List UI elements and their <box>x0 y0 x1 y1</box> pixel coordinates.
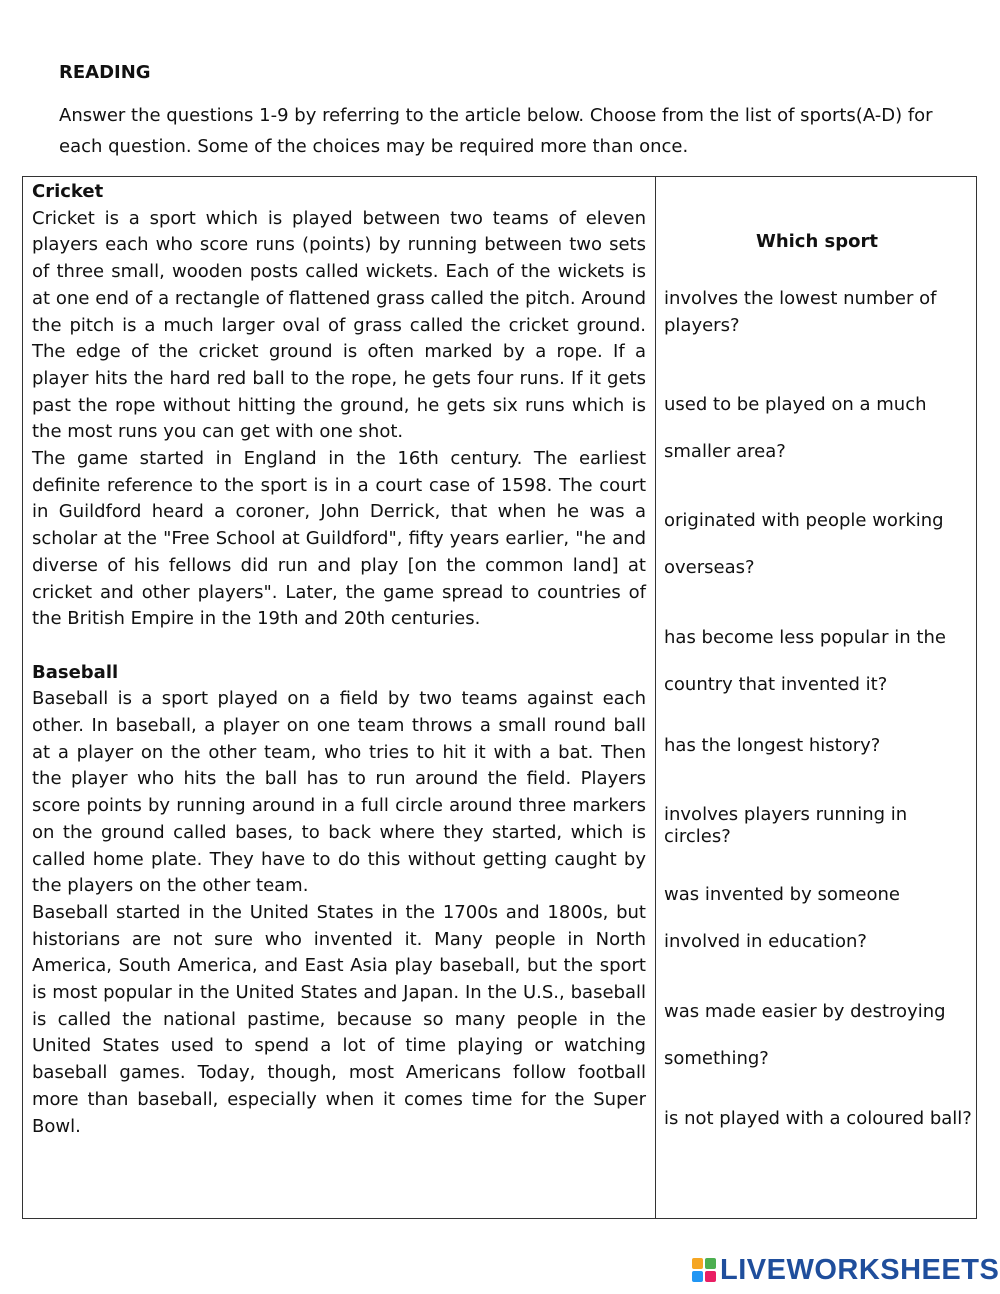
question-2: used to be played on a much smaller area? <box>664 394 927 462</box>
questions-heading: Which sport <box>755 231 879 252</box>
liveworksheets-logo <box>692 1253 999 1287</box>
question-9: is not played with a coloured ball? <box>664 1108 972 1129</box>
instructions: Answer the questions 1-9 by referring to the article below. Choose from the list of sports(A-D) for each question. Some of the choices may be required more than once. <box>59 105 933 157</box>
liveworksheets-logo-icon <box>692 1258 716 1282</box>
logo-text: LIVEWORKSHEETS <box>720 1253 1000 1286</box>
cricket-paragraph-1: Cricket is a sport which is played between two teams of eleven players each who score runs (points) by running between two sets of three small, wooden posts called wickets. Each of the wickets is at one end of a rectangle of flattened grass called the pitch. Around the pitch is a much larger oval of grass called the cricket ground. The edge of the cricket ground is often marked by a rope. If a player hits the hard red ball to the rope, he gets four runs. If it gets past the rope without hitting the ground, he gets six runs which is the most runs you can get with one shot. <box>32 207 646 443</box>
baseball-paragraph-1: Baseball is a sport played on a field by two teams against each other. In baseball, a player on one team throws a small round ball at a player on the other team, who tries to hit it with a bat. Then the player who hits the ball has to run around the field. Players score points by running around in a full circle around three markers on the ground called bases, to back where they started, which is called home plate. They have to do this without getting caught by the players on the other team. <box>32 688 646 897</box>
page-heading: READING <box>59 62 151 83</box>
baseball-title: Baseball <box>32 661 119 683</box>
question-5: has the longest history? <box>664 735 881 756</box>
question-6: involves players running in circles? <box>664 804 908 847</box>
cricket-paragraph-2: The game started in England in the 16th century. The earliest definite reference to the sport is in a court case of 1598. The court in Guildford heard a coroner, John Derrick, that when he was a scholar at the "Free School at Guildford", fifty years earlier, "he and diverse of his fellows did run and play [on the common land] at cricket and other players". Later, the game spread to countries of the British Empire in the 19th and 20th centuries. <box>32 448 646 630</box>
article-column <box>32 179 646 1140</box>
question-4: has become less popular in the country that invented it? <box>664 627 946 695</box>
cricket-title: Cricket <box>32 181 104 202</box>
question-7: was invented by someone involved in education? <box>664 884 900 952</box>
baseball-paragraph-2: Baseball started in the United States in the 1700s and 1800s, but historians are not sure who invented it. Many people in North America, South America, and East Asia play baseball, but the sport is most popular in the United States and Japan. In the U.S., baseball is called the national pastime, because so many people in the United States used to spend a lot of time playing or watching baseball games. Today, though, most Americans follow football more than baseball, especially when it comes time for the Super Bowl. <box>32 901 646 1137</box>
question-3: originated with people working overseas? <box>664 510 944 578</box>
content-table <box>22 176 977 1219</box>
question-8: was made easier by destroying something? <box>664 1001 946 1069</box>
question-1: involves the lowest number of players? <box>664 288 937 336</box>
column-divider <box>655 177 656 1218</box>
